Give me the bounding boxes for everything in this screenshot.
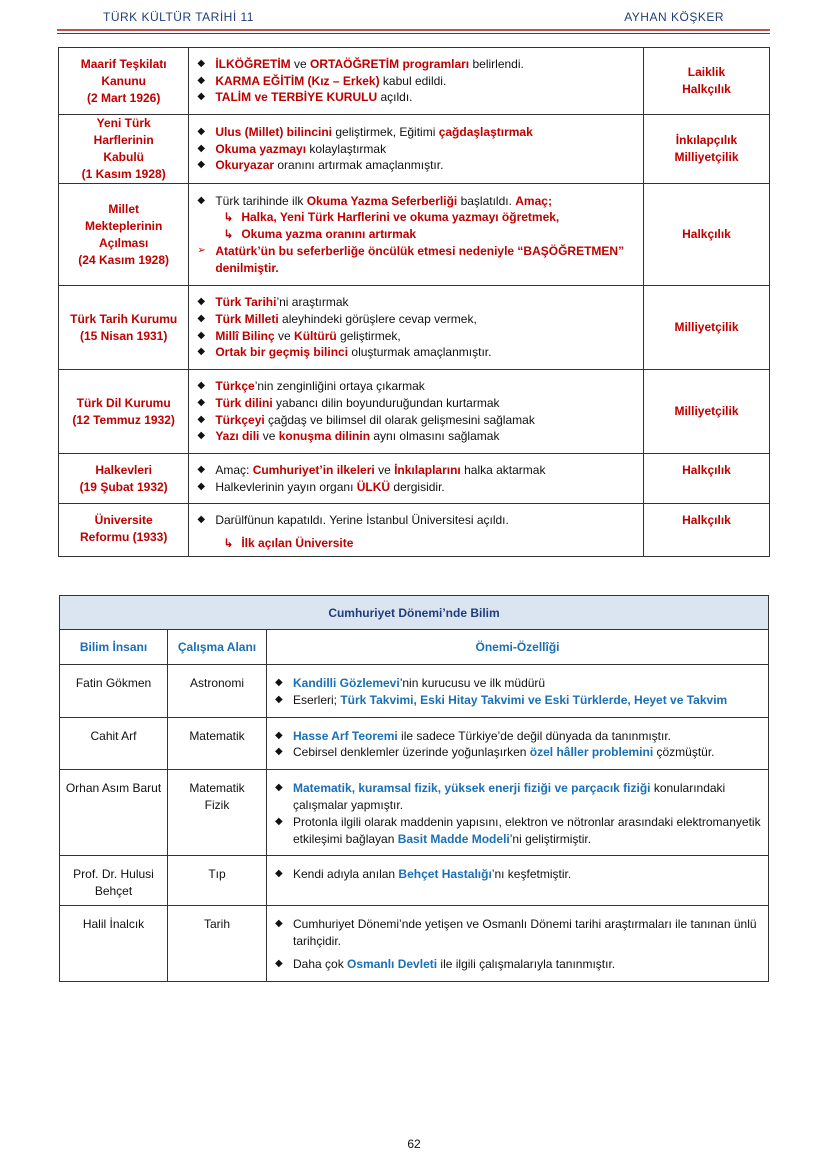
table-row [59,370,770,454]
diamond-bullet-icon: ◆ [275,815,283,827]
list-item: ➢ Atatürk’ün bu seferberliğe öncülük etmesi nedeniyle “BAŞÖĞRETMEN” denilmiştir. [197,243,625,275]
reform-details-cell [189,286,644,370]
list-item: ◆ Kendi adıyla anılan Behçet Hastalığı’nı keşfetmiştir. [275,867,572,882]
diamond-bullet-icon: ◆ [275,918,283,930]
list-item: ◆ Okuma yazmayı kolaylaştırmak [197,141,387,156]
list-item: ◆ KARMA EĞİTİM (Kız – Erkek) kabul edildi. [197,73,447,88]
reform-name: Millet Mekteplerinin Açılması [85,201,163,250]
table-row [60,770,769,856]
list-item: ◆ Protonla ilgili olarak maddenin yapısını, elektron ve nötronlar arasındaki elektromanyetik etkileşimi bağlayan Basit Madde Modeli’ni geliştirmiştir. [275,814,761,846]
list-item: ◆ Türk Tarihi’ni araştırmak [197,294,349,309]
list-item: ↳ Okuma yazma oranını artırmak [223,227,417,242]
reform-date: (24 Kasım 1928) [78,252,170,267]
notes-cell [267,665,769,718]
principle-cell [643,286,769,370]
reform-date: (1 Kasım 1928) [81,167,166,181]
reform-details-cell [189,454,644,504]
reform-details-cell [189,184,644,286]
diamond-bullet-icon: ◆ [275,957,283,969]
principle: Halkçılık [682,82,731,96]
diamond-bullet-icon: ◆ [197,159,206,171]
diamond-bullet-icon: ◆ [197,430,206,442]
reform-date: (15 Nisan 1931) [79,328,168,343]
arrow-bullet-icon: ↳ [223,227,234,242]
table-row [59,504,770,557]
diamond-bullet-icon: ◆ [197,346,206,358]
principle-cell [643,184,769,286]
reform-name-cell [59,184,189,286]
diamond-bullet-icon: ◆ [275,693,283,705]
notes-cell [267,770,769,856]
reform-details-cell [189,48,644,115]
principle: Milliyetçilik [674,150,739,164]
reform-name: Üniversite Reformu (1933) [79,513,168,544]
person-cell: Orhan Asım Barut [60,770,168,856]
reform-details-cell [189,370,644,454]
person-cell: Fatin Gökmen [60,665,168,718]
principle-cell [643,115,769,184]
field-cell: Tarih [168,906,267,981]
list-item: ◆ Darülfünun kapatıldı. Yerine İstanbul Üniversitesi açıldı. [197,513,509,527]
diamond-bullet-icon: ◆ [197,295,206,307]
reform-date: (12 Temmuz 1932) [72,412,175,427]
principle: Milliyetçilik [674,320,739,334]
header-rule-thin [57,33,770,34]
diamond-bullet-icon: ◆ [275,677,283,688]
list-item: ◆ Yazı dili ve konuşma dilinin aynı olmasını sağlamak [197,429,500,444]
reform-date: (2 Mart 1926) [86,90,161,105]
field-cell [168,770,267,856]
reform-details-cell [189,504,644,557]
reform-name-cell [59,370,189,454]
arrowhead-bullet-icon: ➢ [197,244,206,256]
person-cell: Halil İnalcık [60,906,168,981]
diamond-bullet-icon: ◆ [275,782,283,794]
diamond-bullet-icon: ◆ [197,514,206,525]
reform-details-cell [189,115,644,184]
diamond-bullet-icon: ◆ [197,125,206,137]
list-item: ◆ Eserleri; Türk Takvimi, Eski Hitay Takvimi ve Eski Türklerde, Heyet ve Takvim [275,692,728,707]
diamond-bullet-icon: ◆ [197,480,206,492]
diamond-bullet-icon: ◆ [197,142,206,154]
principle: Halkçılık [682,227,731,241]
list-item: ◆ İLKÖĞRETİM ve ORTAÖĞRETİM programları belirlendi. [197,56,524,71]
science-table-title: Cumhuriyet Dönemi’nde Bilim [60,596,769,630]
field: Fizik [204,797,230,812]
list-item: ↳ Halka, Yeni Türk Harflerini ve okuma yazmayı öğretmek, [223,210,560,225]
header-person: Bilim İnsanı [60,630,168,665]
table-row [59,286,770,370]
reform-name-cell [59,454,189,504]
field-cell: Matematik [168,717,267,770]
list-item: ◆ Daha çok Osmanlı Devleti ile ilgili çalışmalarıyla tanınmıştır. [275,956,616,971]
page-number: 62 [407,1137,421,1151]
field: Matematik [189,781,245,796]
principle: Laiklik [687,65,726,79]
diamond-bullet-icon: ◆ [197,379,206,391]
reform-name: Maarif Teşkilatı Kanunu [80,56,167,88]
list-item: ◆ Hasse Arf Teoremi ile sadece Türkiye’de değil dünyada da tanınmıştır. [275,728,671,743]
list-item: ◆ Cebirsel denklemler üzerinde yoğunlaşırken özel hâller problemini çözmüştür. [275,745,715,760]
principle: Halkçılık [682,463,731,477]
diamond-bullet-icon: ◆ [197,74,206,86]
science-table [59,595,769,982]
principle-cell [643,370,769,454]
reform-name-cell [59,115,189,184]
diamond-bullet-icon: ◆ [197,57,206,69]
reforms-table [58,47,770,557]
list-item: ◆ Türk Milleti aleyhindeki görüşlere cevap vermek, [197,311,477,326]
person-cell: Cahit Arf [60,717,168,770]
reform-name: Yeni Türk Harflerinin Kabulü [93,116,154,164]
list-item: ↳ İlk açılan Üniversite [223,535,354,550]
list-item: ◆ Matematik, kuramsal fizik, yüksek enerji fiziği ve parçacık fiziği konularındaki çalışmalar yapmıştır. [275,781,726,812]
diamond-bullet-icon: ◆ [197,329,206,341]
reform-name: Türk Dil Kurumu [76,395,171,410]
table-row [59,48,770,115]
list-item: ◆ Cumhuriyet Dönemi’nde yetişen ve Osmanlı Dönemi tarihi araştırmaları ile tanınan ünlü tarihçidir. [275,917,757,949]
diamond-bullet-icon: ◆ [197,396,206,408]
table-row [59,454,770,504]
principle-cell [643,454,769,504]
reform-name-cell [59,286,189,370]
diamond-bullet-icon: ◆ [197,413,206,425]
arrow-bullet-icon: ↳ [223,535,234,550]
list-item: ◆ Ortak bir geçmiş bilinci oluşturmak amaçlanmıştır. [197,345,492,360]
field-cell: Astronomi [168,665,267,718]
header-rule [57,29,770,31]
list-item: ◆ Kandilli Gözlemevi’nin kurucusu ve ilk müdürü [275,676,546,690]
diamond-bullet-icon: ◆ [275,746,283,758]
principle-cell [643,48,769,115]
diamond-bullet-icon: ◆ [197,312,206,324]
list-item: ◆ Millî Bilinç ve Kültürü geliştirmek, [197,328,401,343]
person-cell: Prof. Dr. Hulusi Behçet [60,856,168,906]
reform-date: (19 Şubat 1932) [79,480,168,494]
principle: Halkçılık [682,513,731,527]
list-item: ◆ Ulus (Millet) bilincini geliştirmek, Eğitimi çağdaşlaştırmak [197,124,533,139]
reform-name: Halkevleri [95,463,153,477]
reform-name-cell [59,504,189,557]
table-row [60,856,769,906]
principle: İnkılapçılık [675,133,738,147]
list-item: ◆ Türk tarihinde ilk Okuma Yazma Seferberliği başlatıldı. Amaç; [197,193,552,208]
table-row [59,184,770,286]
principle: Milliyetçilik [674,404,739,418]
list-item: ◆ Amaç: Cumhuriyet’in ilkeleri ve İnkılaplarını halka aktarmak [197,463,546,477]
diamond-bullet-icon: ◆ [275,729,283,741]
principle-cell [643,504,769,557]
table-header-row [60,630,769,665]
table-row [60,665,769,718]
diamond-bullet-icon: ◆ [197,194,206,206]
list-item: ◆ TALİM ve TERBİYE KURULU açıldı. [197,90,413,105]
diamond-bullet-icon: ◆ [275,868,283,880]
field-cell: Tıp [168,856,267,906]
arrow-bullet-icon: ↳ [223,210,234,225]
list-item: ◆ Halkevlerinin yayın organı ÜLKÜ dergisidir. [197,479,445,494]
header-book-title: TÜRK KÜLTÜR TARİHİ 11 [103,10,254,24]
list-item: ◆ Türk dilini yabancı dilin boyunduruğundan kurtarmak [197,395,500,410]
header-field: Çalışma Alanı [168,630,267,665]
table-row [60,906,769,981]
reform-name-cell [59,48,189,115]
reform-name: Türk Tarih Kurumu [70,311,178,326]
diamond-bullet-icon: ◆ [197,464,206,475]
list-item: ◆ Türkçe’nin zenginliğini ortaya çıkarmak [197,378,425,393]
table-row [60,717,769,770]
header-author: AYHAN KÖŞKER [624,10,724,24]
notes-cell [267,906,769,981]
table-row [59,115,770,184]
diamond-bullet-icon: ◆ [197,91,206,103]
list-item: ◆ Okuryazar oranını artırmak amaçlanmıştır. [197,158,444,173]
notes-cell [267,717,769,770]
header-notes: Önemi-Özellîği [267,630,769,665]
list-item: ◆ Türkçeyi çağdaş ve bilimsel dil olarak gelişmesini sağlamak [197,412,535,427]
notes-cell [267,856,769,906]
